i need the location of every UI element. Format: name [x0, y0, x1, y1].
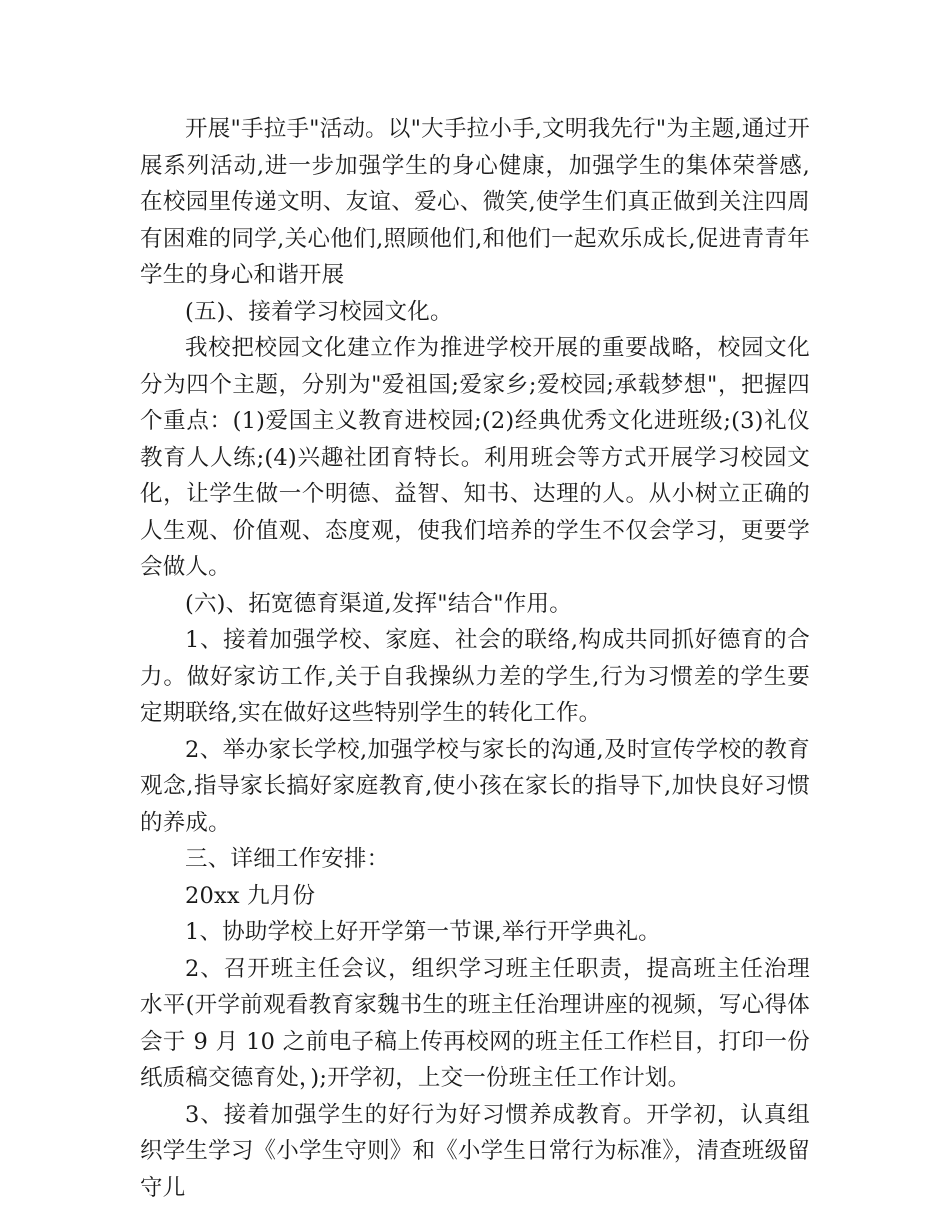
paragraph-schedule-1: 1、协助学校上好开学第一节课,举行开学典礼。 — [185, 919, 661, 945]
paragraph-activities: 开展"手拉手"活动。以"大手拉小手,文明我先行"为主题,通过开展系列活动,进一步加强学生的身心健康，加强学生的集体荣誉感,在校园里传递文明、友谊、爱心、微笑,使学生们真正做到关注四周有困难的同学,关心他们,照顾他们,和他们一起欢乐成长,促进青青年学生的身心和谐开展 — [140, 116, 810, 288]
paragraph-schedule-3: 3、接着加强学生的好行为好习惯养成教育。开学初，认真组织学生学习《小学生守则》和《小学生日常行为标准》，清查班级留守儿 — [140, 1101, 810, 1201]
section-heading-6: (六)、拓宽德育渠道,发挥"结合"作用。 — [185, 590, 572, 617]
section-heading-5: (五)、接着学习校园文化。 — [185, 298, 453, 325]
paragraph-item-1: 1、接着加强学校、家庭、社会的联络,构成共同抓好德育的合力。做好家访工作,关于自我操纵力差的学生,行为习惯差的学生要定期联络,实在做好这些特别学生的转化工作。 — [140, 627, 810, 726]
section-heading-3: 三、详细工作安排： — [185, 846, 390, 872]
document-body — [140, 111, 810, 1206]
paragraph-campus-culture: 我校把校园文化建立作为推进学校开展的重要战略，校园文化分为四个主题，分别为"爱祖国;爱家乡;爱校园;承载梦想"，把握四个重点：(1)爱国主义教育进校园;(2)经典优秀文化进班级;(3)礼仪教育人人练;(4)兴趣社团育特长。利用班会等方式开展学习校园文化，让学生做一个明德、益智、知书、达理的人。从小树立正确的人生观、价值观、态度观，使我们培养的学生不仅会学习，更要学会做人。 — [140, 335, 810, 580]
paragraph-item-2: 2、举办家长学校,加强学校与家长的沟通,及时宣传学校的教育观念,指导家长搞好家庭教育,使小孩在家长的指导下,加快良好习惯的养成。 — [140, 736, 810, 836]
month-heading: 20xx 九月份 — [185, 882, 316, 909]
paragraph-schedule-2: 2、召开班主任会议，组织学习班主任职责，提高班主任治理水平(开学前观看教育家魏书生的班主任治理讲座的视频，写心得体会于 9 月 10 之前电子稿上传再校网的班主任工作栏目，打印一份纸质稿交德育处，);开学初，上交一份班主任工作计划。 — [140, 955, 810, 1091]
